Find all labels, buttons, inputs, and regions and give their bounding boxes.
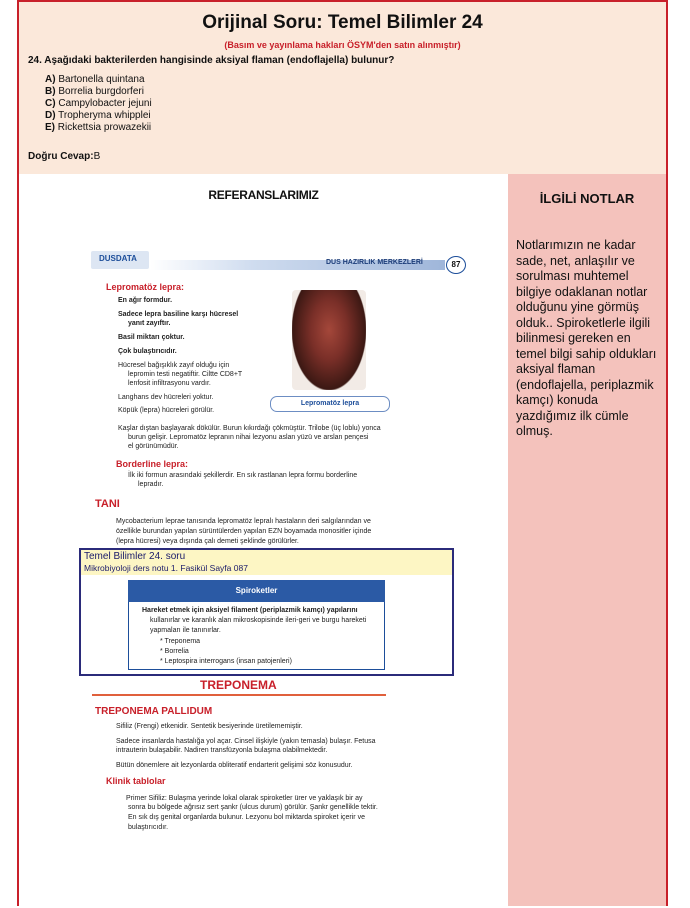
notes-title: İLGİLİ NOTLAR <box>539 191 635 206</box>
photo-caption: Lepromatöz lepra <box>270 396 390 412</box>
tani-heading: TANI <box>95 498 120 510</box>
pallidum-item: Sifiliz (Frengi) etkenidir. Sentetik besiyerinde üretilememiştir. <box>116 723 303 730</box>
lepro-item: Köpük (lepra) hücreleri görülür. <box>118 407 215 414</box>
klinik-item: bulaştırıcıdır. <box>128 824 169 831</box>
pallidum-heading: TREPONEMA PALLIDUM <box>95 706 213 717</box>
notes-body: Notlarımızın ne kadar sade, net, anlaşılır ve sorulması muhtemel bilgiye odaklanan notlar olduğunu yine görmüş olduk.. Spiroketlerle ilgili bilinmesi gereken en temel bilgi sahip oldukları aksiyal flaman (endoflajella, periplazmik kamçı) konuda yazdığımız ilk cümle olmuş. <box>516 238 657 438</box>
klinik-heading: Klinik tablolar <box>106 776 166 786</box>
spiro-item: * Leptospira interrogans (insan patojenleri) <box>160 658 292 665</box>
lepro-item: yanıt zayıftır. <box>128 320 171 327</box>
tani-item: (lepra hücresi) veya dışında çalı demeti şeklinde görülürler. <box>116 538 299 545</box>
option-b: B) Borrelia burgdorferi <box>45 86 144 97</box>
pallidum-item: Bütün dönemlere ait lezyonlarda obliteratif endarterit gelişimi söz konusudur. <box>116 762 353 769</box>
treponema-heading: TREPONEMA <box>200 678 277 692</box>
lepro-item: Kaşlar dıştan başlayarak dökülür. Burun kıkırdağı çökmüştür. Trilobe (üç loblu) yonca <box>118 425 381 432</box>
borderline-heading: Borderline lepra: <box>116 459 189 469</box>
lepro-item: En ağır formdur. <box>118 297 173 304</box>
book-header-text: DUS HAZIRLIK MERKEZLERİ <box>326 259 423 266</box>
question-text: 24. Aşağıdaki bakterilerden hangisinde aksiyal flaman (endoflajella) bulunur? <box>28 55 395 66</box>
red-divider <box>92 694 386 696</box>
references-title: REFERANSLARIMIZ <box>208 188 319 202</box>
tani-item: özellikle burundan yapılan sürüntülerden yapılan EZN boyamada monositler içinde <box>116 528 372 535</box>
borderline-item: lepradır. <box>138 481 164 488</box>
copyright-note: (Basım ve yayınlama hakları ÖSYM'den satın alınmıştır) <box>224 40 461 50</box>
lepro-item: Çok bulaştırıcıdır. <box>118 348 177 355</box>
question-panel <box>19 2 666 174</box>
spiro-item: kullanırlar ve karanlık alan mikroskopisinde ileri-geri ve burgu hareketi <box>150 617 367 624</box>
lepro-item: lenfosit infiltrasyonu vardır. <box>128 380 211 387</box>
spiro-item: * Borrelia <box>160 648 189 655</box>
book-page-number: 87 <box>446 256 466 274</box>
page-frame <box>17 0 668 906</box>
tani-item: Mycobacterium leprae tanısında lepromatöz lepralı hastaların deri salgılarından ve <box>116 518 371 525</box>
book-logo-text: DUSDATA <box>99 254 137 263</box>
klinik-item: En sık dış genital organlarda bulunur. Lezyonu bol miktarda spiroket içerir ve <box>128 814 365 821</box>
options-list <box>45 74 152 134</box>
notes-panel <box>508 174 666 906</box>
lepro-item: Sadece lepra basiline karşı hücresel <box>118 311 239 318</box>
option-a: A) Bartonella quintana <box>45 74 145 85</box>
lepro-item: burun gelişir. Lepromatöz lepranın nihai lezyonu aslan yüzü ve arslan pençesi <box>128 434 369 441</box>
page-title: Orijinal Soru: Temel Bilimler 24 <box>202 12 483 33</box>
spiro-item: yapmaları ile tanınırlar. <box>150 627 221 634</box>
lepra-photo <box>292 290 366 390</box>
spiro-item: Hareket etmek için aksiyel filament (periplazmik kamçı) yapılarını <box>142 607 358 614</box>
spiro-item: * Treponema <box>160 638 201 645</box>
pallidum-item: Sadece insanlarda hastalığa yol açar. Cinsel ilişkiyle (yakın temasla) bulaşır. Fetusa <box>116 738 376 745</box>
highlight-title: Temel Bilimler 24. soru <box>84 551 186 562</box>
highlight-subtitle: Mikrobiyoloji ders notu 1. Fasikül Sayfa 087 <box>84 563 248 573</box>
lepro-item: el görünümüdür. <box>128 443 179 450</box>
lepro-item: lepromin testi negatiftir. Ciltte CD8+T <box>128 371 243 378</box>
klinik-item: sonra bu bölgede ağrısız sert şankr (ulcus durum) görülür. Şankr genellikle tektir. <box>128 804 378 811</box>
lepro-heading: Lepromatöz lepra: <box>106 282 185 292</box>
klinik-item: Primer Sifiliz: Bulaşma yerinde lokal olarak spiroketler ürer ve yaklaşık bir ay <box>126 795 363 802</box>
option-e: E) Rickettsia prowazekii <box>45 122 152 133</box>
lepro-item: Basil miktarı çoktur. <box>118 334 185 341</box>
correct-answer: Doğru Cevap:B <box>28 151 101 162</box>
spiro-title: Spiroketler <box>235 586 278 595</box>
pallidum-item: intrauterin bulaşabilir. Nadiren transfüzyonla bulaşma olabilmektedir. <box>116 747 328 754</box>
lepro-item: Langhans dev hücreleri yoktur. <box>118 394 214 401</box>
lepro-item: Hücresel bağışıklık zayıf olduğu için <box>118 362 230 369</box>
option-d: D) Tropheryma whipplei <box>45 110 151 121</box>
option-c: C) Campylobacter jejuni <box>45 98 152 109</box>
borderline-item: İlk iki formun arasındaki şekillerdir. En sık rastlanan lepra formu borderline <box>128 472 358 479</box>
